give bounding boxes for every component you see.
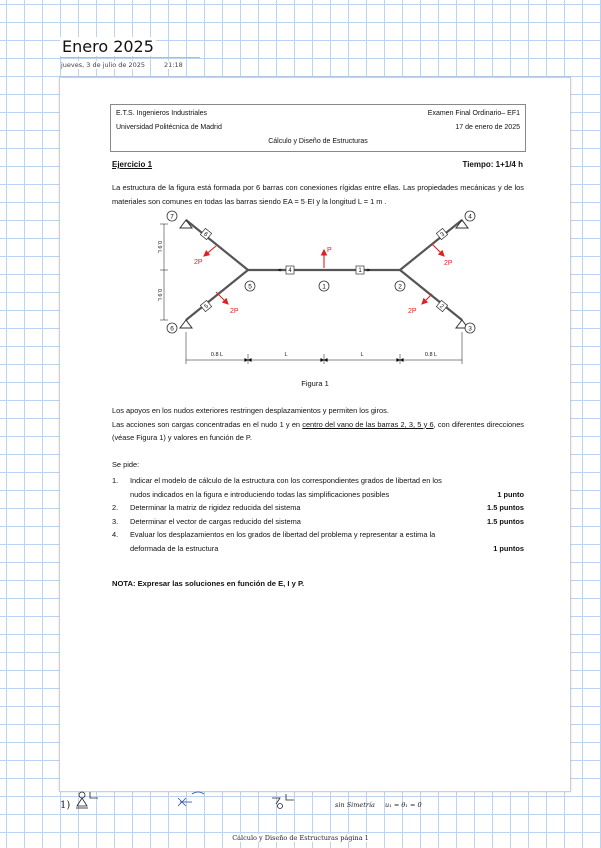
- university-name: Universidad Politécnica de Madrid: [116, 124, 222, 131]
- footer-text: Cálculo y Diseño de Estructuras página 1: [232, 834, 369, 842]
- loads-text-post: , con diferentes direcciones (véase Figura 1) y valores en función de P.: [112, 419, 524, 442]
- dim-vertical-top: 0.9 L: [156, 240, 162, 254]
- exam-name: Examen Final Ordinario– EF1: [427, 110, 520, 117]
- handwritten-item-number: 1): [60, 800, 71, 811]
- question-item: [112, 501, 524, 515]
- load-bar-2-arrow: [422, 294, 432, 304]
- node-4-label: 4: [468, 213, 472, 221]
- page-footer: [0, 834, 601, 842]
- bar-4-label: 4: [288, 268, 292, 275]
- handwritten-node-sketch-icon: [270, 790, 304, 812]
- node-1-label: 1: [322, 283, 326, 291]
- figure-caption: Figura 1: [301, 379, 329, 388]
- supports-text: Los apoyos en los nudos exteriores restringen desplazamientos y permiten los giros.: [112, 406, 389, 415]
- question-number: 4.: [112, 530, 119, 539]
- bar-5-line: [186, 270, 248, 320]
- question-item: [112, 515, 524, 529]
- loads-text-underlined: centro del vano de las barras 2, 3, 5 y 6: [302, 419, 434, 429]
- dim-left-08L: 0.8 L: [210, 352, 224, 358]
- note-date: jueves, 3 de julio de 2025: [61, 61, 145, 69]
- title-underline: [60, 57, 200, 58]
- structure-figure: [158, 210, 474, 390]
- question-text: Evaluar los desplazamientos en los grados de libertad del problema y representar a estima la deformada de la estructura: [130, 530, 436, 553]
- question-points: 1.5 puntos: [487, 503, 524, 512]
- loads-paragraph: [112, 404, 524, 445]
- question-item: [112, 474, 524, 501]
- exercise-time: Tiempo: 1+1/4 h: [462, 160, 523, 169]
- bar-3-label: 3: [439, 231, 446, 239]
- note-time: 21:18: [164, 61, 183, 69]
- question-text: Determinar el vector de cargas reducido del sistema: [130, 516, 301, 526]
- question-list: [112, 474, 524, 555]
- node-3-label: 3: [468, 325, 472, 333]
- question-points: 1 punto: [497, 489, 524, 499]
- question-item: [112, 528, 524, 555]
- dim-vertical-bottom: 0.9 L: [156, 288, 162, 302]
- load-bar-5-arrow: [216, 292, 228, 304]
- load-bar-6-label: 2P: [194, 259, 203, 266]
- dim-right-08L: 0.8 L: [424, 352, 438, 358]
- question-number: 2.: [112, 503, 119, 512]
- bar-6-label: 6: [202, 231, 209, 239]
- handwritten-equation: u₁ = θ₁ = 0: [385, 801, 422, 809]
- load-bar-6-arrow: [204, 246, 216, 256]
- exercise-intro: La estructura de la figura está formada por 6 barras con conexiones rígidas entre ellas. Las propiedades mecánicas y de los materiales son comunes en todas las barras siendo EA = 5·EI y la longitud L = 1 m .: [112, 183, 524, 206]
- exam-note: NOTA: Expresar las soluciones en función de E, I y P.: [112, 579, 305, 588]
- handwritten-symmetry-sketch-icon: [174, 788, 210, 810]
- loads-text-pre: Las acciones son cargas concentradas en el nudo 1 y en: [112, 419, 303, 429]
- question-points: 1.5 puntos: [487, 516, 524, 526]
- node-5-label: 5: [248, 283, 252, 291]
- bar-1-label: 1: [358, 268, 362, 275]
- exam-date: 17 de enero de 2025: [455, 124, 520, 131]
- exercise-title: Ejercicio 1: [112, 160, 153, 169]
- question-text: Determinar la matriz de rigidez reducida del sistema: [130, 503, 301, 512]
- exam-page: [59, 77, 571, 792]
- load-bar-2-label: 2P: [408, 308, 417, 315]
- question-text: Indicar el modelo de cálculo de la estructura con los correspondientes grados de libertad en los nudos indicados en la figura e introduciendo todas las simplificaciones posibles: [130, 476, 442, 499]
- load-bar-5-label: 2P: [230, 308, 239, 315]
- dim-center-right-L: L: [360, 352, 364, 358]
- ask-heading: Se pide:: [112, 460, 140, 469]
- exam-header: [110, 104, 526, 152]
- bar-5-label: 5: [203, 303, 210, 311]
- node-6-label: 6: [170, 325, 174, 333]
- question-number: 3.: [112, 516, 119, 526]
- node-2-label: 2: [398, 283, 402, 291]
- bar-3-line: [400, 220, 462, 270]
- note-title[interactable]: Enero 2025: [62, 37, 154, 56]
- question-number: 1.: [112, 476, 119, 485]
- course-name: Cálculo y Diseño de Estructuras: [268, 138, 368, 145]
- school-name: E.T.S. Ingenieros Industriales: [116, 110, 208, 117]
- handwritten-symmetry-note: sin Simetría: [335, 801, 375, 809]
- load-bar-3-label: 2P: [444, 260, 453, 267]
- load-bar-3-arrow: [432, 244, 444, 256]
- support-6-icon: [180, 320, 192, 328]
- bar-2-label: 2: [438, 303, 445, 311]
- question-points: 1 puntos: [493, 543, 524, 553]
- load-node-1-label: P: [327, 247, 332, 254]
- dim-center-left-L: L: [284, 352, 288, 358]
- node-7-label: 7: [170, 213, 174, 221]
- handwritten-support-sketch-icon: [74, 788, 108, 810]
